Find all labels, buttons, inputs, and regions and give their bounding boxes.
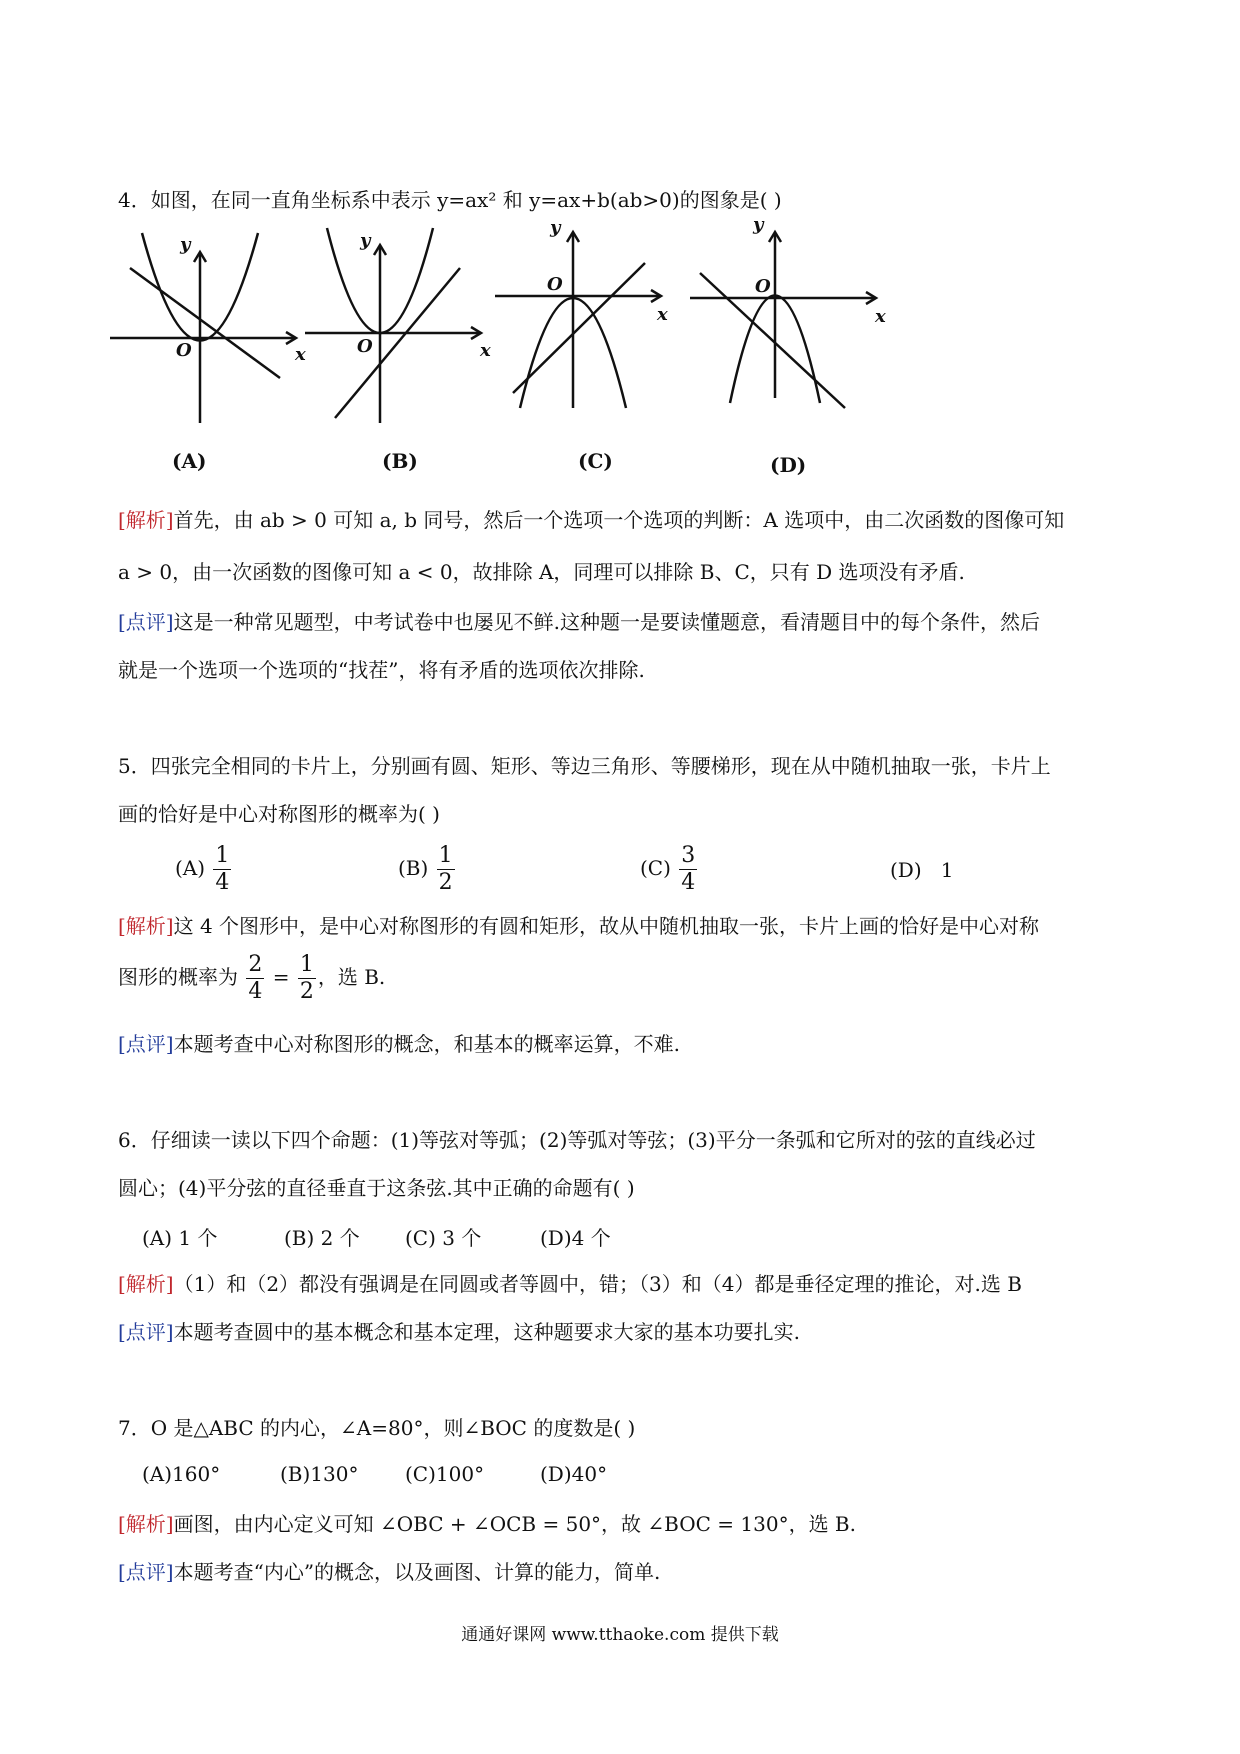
analysis-tag: [解析] — [118, 508, 174, 532]
graph-d-y-label: y — [753, 214, 764, 235]
graph-b — [305, 228, 481, 423]
q6-option-c: (C) 3 个 — [405, 1226, 482, 1250]
graph-b-x-label: x — [480, 340, 491, 361]
q5-option-b: (B) $\frac{1}{2}$ — [398, 843, 453, 895]
q7-option-b: (B)130° — [280, 1462, 359, 1486]
q5-question-2: 画的恰好是中心对称图形的概率为( ) — [118, 802, 440, 826]
graph-b-caption: (B) — [382, 449, 418, 473]
graph-c-y-label: y — [550, 217, 561, 238]
graph-b-origin: O — [357, 336, 373, 357]
q4-graphs-figure — [110, 214, 1010, 488]
q6-option-b: (B) 2 个 — [284, 1226, 360, 1250]
q6-question-1: 6．仔细读一读以下四个命题：(1)等弦对等弧；(2)等弧对等弦；(3)平分一条弧和它所对的弦的直线必过 — [118, 1128, 1036, 1152]
q4-comment-1: [点评]这是一种常见题型，中考试卷中也屡见不鲜.这种题一是要读懂题意，看清题目中的每个条件，然后 — [118, 610, 1040, 634]
analysis-tag: [解析] — [118, 1272, 174, 1296]
graph-d-caption: (D) — [770, 453, 807, 477]
q5-analysis-2: 图形的概率为 $\frac{2}{4}$ = $\frac{1}{2}$ ，选 B. — [118, 952, 386, 1004]
q7-option-d: (D)40° — [540, 1462, 608, 1486]
comment-tag: [点评] — [118, 610, 174, 634]
q4-analysis-1: [解析]首先，由 ab > 0 可知 a, b 同号，然后一个选项一个选项的判断：A 选项中，由二次函数的图像可知 — [118, 508, 1065, 532]
comment-tag: [点评] — [118, 1320, 174, 1344]
graph-c-origin: O — [547, 274, 563, 295]
graph-d — [690, 232, 876, 408]
graph-d-x-label: x — [875, 306, 886, 327]
graph-c-x-label: x — [657, 304, 668, 325]
graph-a-caption: (A) — [172, 449, 207, 473]
q7-comment: [点评]本题考查“内心”的概念，以及画图、计算的能力，简单. — [118, 1560, 661, 1584]
q6-analysis: [解析]（1）和（2）都没有强调是在同圆或者等圆中，错；（3）和（4）都是垂径定理的推论，对.选 B — [118, 1272, 1022, 1296]
comment-tag: [点评] — [118, 1560, 174, 1584]
graph-a-y-label: y — [180, 234, 191, 255]
q7-question: 7．O 是△ABC 的内心，∠A=80°，则∠BOC 的度数是( ) — [118, 1416, 636, 1440]
graph-a — [110, 233, 296, 423]
q6-option-d: (D)4 个 — [540, 1226, 611, 1250]
graph-d-origin: O — [755, 276, 771, 297]
q4-question: 4．如图，在同一直角坐标系中表示 y=ax² 和 y=ax+b(ab>0)的图象是( ) — [118, 188, 782, 212]
graph-b-y-label: y — [360, 230, 371, 251]
comment-tag: [点评] — [118, 1032, 174, 1056]
q4-analysis-2: a > 0，由一次函数的图像可知 a < 0，故排除 A，同理可以排除 B、C，只有 D 选项没有矛盾. — [118, 560, 965, 584]
q5-question-1: 5．四张完全相同的卡片上，分别画有圆、矩形、等边三角形、等腰梯形，现在从中随机抽取一张，卡片上 — [118, 754, 1051, 778]
q7-option-a: (A)160° — [142, 1462, 221, 1486]
q5-option-d: (D) 1 — [890, 858, 954, 882]
q5-option-c: (C) $\frac{3}{4}$ — [640, 843, 696, 895]
q6-option-a: (A) 1 个 — [142, 1226, 218, 1250]
analysis-tag: [解析] — [118, 1512, 174, 1536]
q5-analysis-1: [解析]这 4 个图形中，是中心对称图形的有圆和矩形，故从中随机抽取一张，卡片上画的恰好是中心对称 — [118, 914, 1040, 938]
q4-comment-2: 就是一个选项一个选项的“找茬”，将有矛盾的选项依次排除. — [118, 658, 645, 682]
analysis-tag: [解析] — [118, 914, 174, 938]
graph-c — [495, 232, 661, 408]
q5-comment: [点评]本题考查中心对称图形的概念，和基本的概率运算，不难. — [118, 1032, 680, 1056]
q7-option-c: (C)100° — [405, 1462, 485, 1486]
q5-option-a: (A) $\frac{1}{4}$ — [175, 843, 230, 895]
graph-a-origin: O — [176, 340, 192, 361]
q6-question-2: 圆心；(4)平分弦的直径垂直于这条弦.其中正确的命题有( ) — [118, 1176, 635, 1200]
q7-analysis: [解析]画图，由内心定义可知 ∠OBC + ∠OCB = 50°，故 ∠BOC = 130°，选 B. — [118, 1512, 856, 1536]
q6-comment: [点评]本题考查圆中的基本概念和基本定理，这种题要求大家的基本功要扎实. — [118, 1320, 800, 1344]
graph-a-x-label: x — [295, 344, 306, 365]
page-footer: 通通好课网 www.tthaoke.com 提供下载 — [461, 1625, 779, 1645]
graph-c-caption: (C) — [578, 449, 613, 473]
